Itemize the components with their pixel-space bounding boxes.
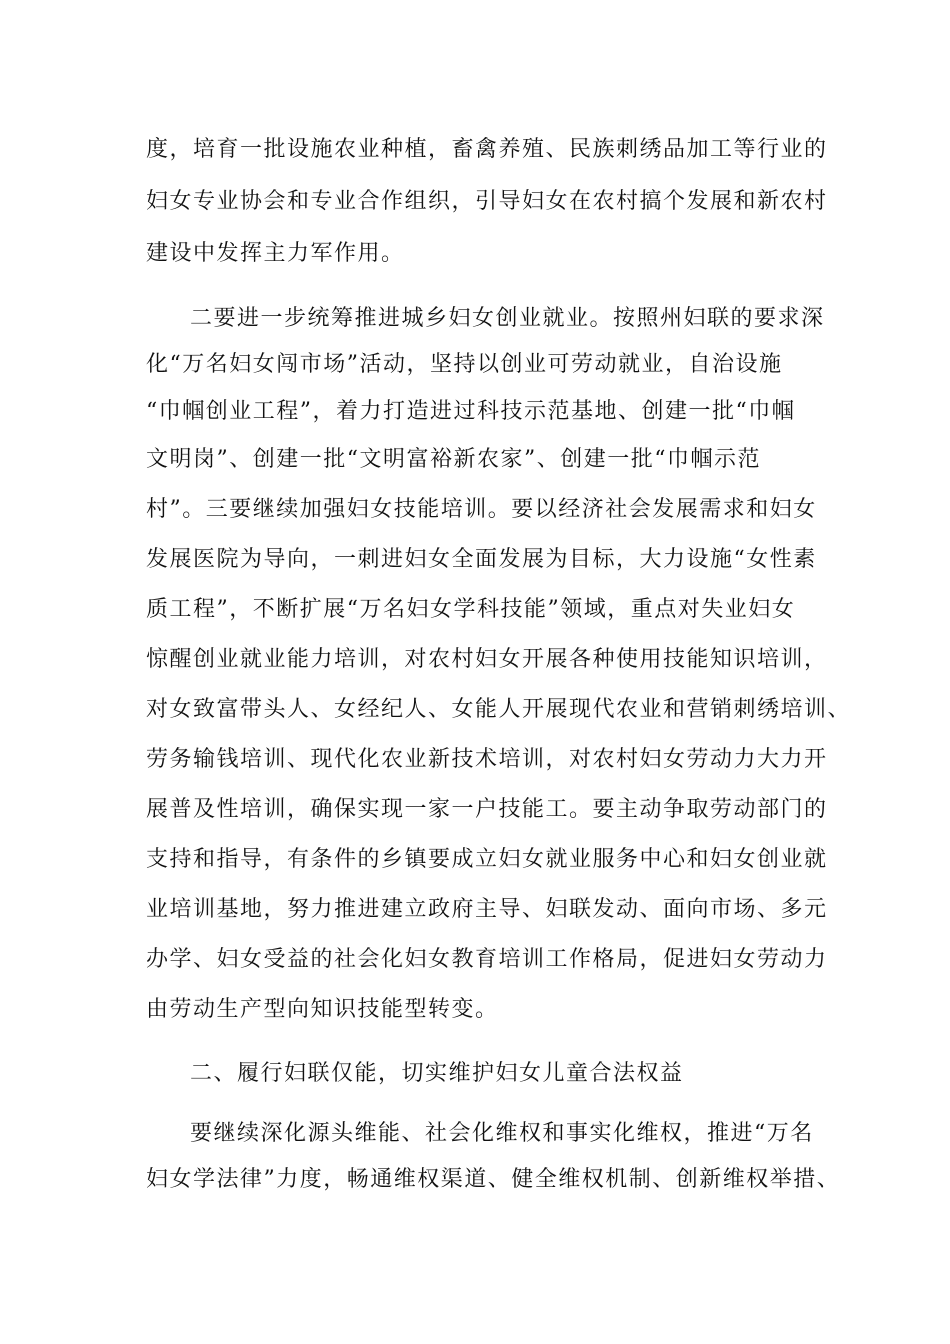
text-line: 建设中发挥主力军作用。 [146, 241, 405, 266]
text-line: 展普及性培训，确保实现一家一户技能工。要主动争取劳动部门的 [146, 797, 828, 822]
text-line: 妇女学法律”力度，畅通维权渠道、健全维权机制、创新维权举措、 [146, 1167, 841, 1192]
text-line: 支持和指导，有条件的乡镇要成立妇女就业服务中心和妇女创业就 [146, 847, 828, 872]
text-line: 惊醒创业就业能力培训，对农村妇女开展各种使用技能知识培训， [146, 647, 828, 672]
text-line: 发展医院为导向，一刺进妇女全面发展为目标，大力设施“女性素 [146, 547, 817, 572]
section-heading: 二、履行妇联仅能，切实维护妇女儿童合法权益 [190, 1061, 684, 1086]
text-line: 妇女专业协会和专业合作组织，引导妇女在农村搞个发展和新农村 [146, 189, 828, 214]
paragraph-start-line: 二要进一步统筹推进城乡妇女创业就业。按照州妇联的要求深 [190, 306, 825, 331]
text-line: 化“万名妇女闯市场”活动，坚持以创业可劳动就业，自治设施 [146, 352, 783, 377]
text-line: 度，培育一批设施农业种植，畜禽养殖、民族刺绣品加工等行业的 [146, 137, 828, 162]
text-line: 业培训基地，努力推进建立政府主导、妇联发动、面向市场、多元 [146, 897, 828, 922]
paragraph-start-line: 要继续深化源头维能、社会化维权和事实化维权，推进“万名 [190, 1121, 814, 1146]
text-line: 村”。三要继续加强妇女技能培训。要以经济社会发展需求和妇女 [146, 497, 817, 522]
text-line: 质工程”，不断扩展“万名妇女学科技能”领域，重点对失业妇女 [146, 597, 796, 622]
text-line: 劳务输钱培训、现代化农业新技术培训，对农村妇女劳动力大力开 [146, 747, 828, 772]
text-line: 文明岗”、创建一批“文明富裕新农家”、创建一批“巾帼示范 [146, 447, 761, 472]
text-line: 对女致富带头人、女经纪人、女能人开展现代农业和营销刺绣培训、 [146, 697, 852, 722]
text-line: “巾帼创业工程”，着力打造进过科技示范基地、创建一批“巾帼 [146, 399, 796, 424]
text-line: 办学、妇女受益的社会化妇女教育培训工作格局，促进妇女劳动力 [146, 947, 828, 972]
text-line: 由劳动生产型向知识技能型转变。 [146, 997, 499, 1022]
